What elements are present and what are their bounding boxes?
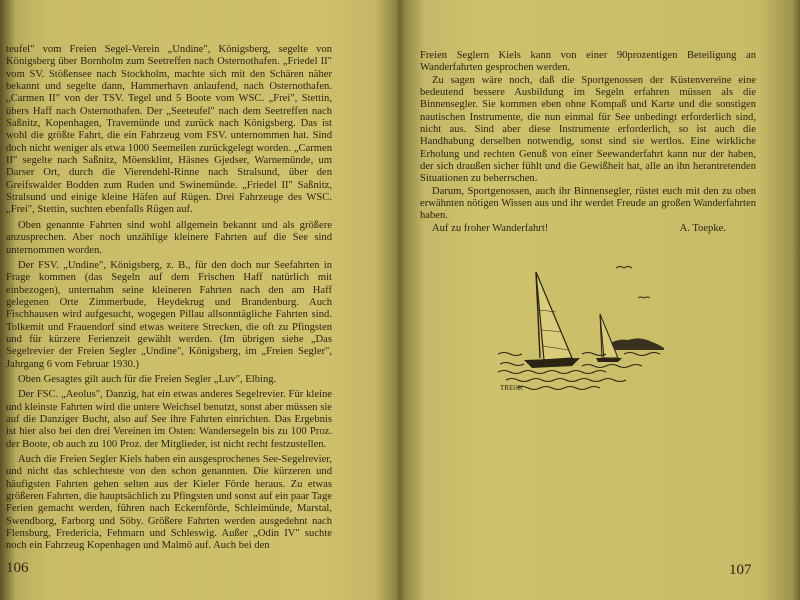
far-shore — [606, 338, 664, 350]
paragraph: Darum, Sportgenossen, auch ihr Binnensegler, rüstet euch mit den zu oben erwähnten nötigen Wissen aus und ihr werdet Freude an großen Wanderfahrten haben. — [420, 185, 756, 222]
paragraph: Auch die Freien Segler Kiels haben ein ausgesprochenes See-Segelrevier, und nicht das schlechteste von den schon genannten. Die kürzeren und häufigsten Fahrten gehen selten aus der Kieler Förde heraus. Zu etwas größeren Fahrten, die hauptsächlich zu Pfingsten und sonst auf ein paar Tage Ferien gemacht werden, führen nach Eckernförde, Schleimünde, Marstal, Swendborg, Farborg und Söby. Größere Fahrten werden ausgedehnt nach Flensburg, Fredericia, Fehmarn und Schleswig. Außer „Odin IV" suchte noch ein Fahrzeug Kopenhagen und Malmö auf. Auch bei den — [6, 454, 332, 552]
paragraph: teufel" vom Freien Segel-Verein „Undine", Königsberg, segelte von Königsberg über Bornholm zum Seetreffen nach Osternothafen. „Friedel II" vom SV. Stößensee nach Stockholm, machte sich mit den Schären näher bekannt und segelte dann, Hammerhavn anlaufend, nach Osternothafen. „Carmen II" von der TSV. Tegel und 5 Boote vom WSC. „Frei", Stettin, übers Haff nach Osternothafen. Der „Seeteufel" nach dem Seetreffen nach Saßnitz, Kopenhagen, Travemünde und zurück nach Königsberg. Das ist wohl die größte Fahrt, die ein Fahrzeug vom FSV. unternommen hat. Sind doch nicht weniger als etwa 1000 Seemeilen zurückgelegt worden. „Carmen II" segelte nach Saßnitz, Möensklint, Häsnes Gjedser, Warnemünde, um Darser Ort, durch die Vierendehl-Rinne nach Stralsund, über den Greifswalder Bodden zum Ruden und Swinemünde. „Friedel II" Saßnitz, Stralsund und einige kleine Häfen auf Rügen. Drei Fahrzeuge des WSC. „Frei", Stettin, suchten ebenfalls Rügen auf. — [6, 44, 332, 216]
page-number: 107 — [729, 562, 752, 578]
right-page-body — [420, 50, 756, 235]
boat-hull — [524, 358, 580, 368]
illustration-signature: TRECK — [500, 384, 523, 392]
bird-icon — [638, 297, 650, 298]
small-sail — [600, 314, 618, 358]
paragraph: Freien Seglern Kiels kann von einer 90prozentigen Beteiligung an Wanderfahrten gesprochen werden. — [420, 50, 756, 74]
paragraph: Der FSC. „Aeolus", Danzig, hat ein etwas anderes Segelrevier. Für kleine und kleinste Fahrten wird die untere Weichsel benutzt, sonst aber müssen sie auf die Danziger Bucht, also auf See ihre Fahrten einrichten. Das Ergebnis ist hier also bei den drei Vereinen im Osten: Wandersegeln bis zu 100 Proz. der Boote, ob auch zu 100 Proz. der Mitglieder, ist nicht recht festzustellen. — [6, 389, 332, 450]
left-page-body — [6, 44, 332, 553]
paragraph: Oben Gesagtes gilt auch für die Freien Segler „Luv", Elbing. — [18, 373, 277, 385]
author-signature: A. Toepke. — [679, 222, 726, 234]
sailboat-illustration — [496, 254, 676, 400]
page-number: 106 — [6, 560, 29, 576]
large-sail — [536, 272, 572, 360]
closing-text: Auf zu froher Wanderfahrt! — [432, 222, 549, 234]
closing-line — [420, 223, 756, 235]
paragraph: Der FSV. „Undine", Königsberg, z. B., für den doch nur Seefahrten in Frage kommen (das Segeln auf dem Frischen Haff natürlich mit einbezogen), unternahm seine kleineren Fahrten nach den am Haff gelegenen Orte Zimmerbude, Heydekrug und Brandenburg. Auch Fischhausen wird aufgesucht, wogegen Pillau allsonntägliche Fahrten sind. Tolkemit und Frauendorf sind etwas weitere Strecken, die oft zu Pfingsten und für kürzere Ferienzeit gewählt werden. (Im übrigen siehe „Das Segelrevier der Freien Segler „Undine", Königsberg, im „Freien Segler", Jahrgang 6 vom Februar 1930.) — [6, 259, 332, 370]
left-page — [0, 0, 388, 600]
bird-icon — [616, 267, 632, 269]
paragraph: Zu sagen wäre noch, daß die Sportgenossen der Küstenvereine eine bedeutend bessere Ausbildung im Segeln erfahren müssen als die Binnensegler. Sie kommen eben ohne Kompaß und Karte und die sonstigen nautischen Instrumente, die nun einmal für See unbedingt erforderlich sind, nicht aus. Sind aber diese Instrumente erforderlich, so ist auch die Handhabung derselben notwendig, sonst sind sie wertlos. Eine wirkliche Erholung und rechten Genuß von einer Seewanderfahrt kann nur der haben, der sich draußen sicher fühlt und die Gewißheit hat, alle an ihn herantretenden Situationen zu beherrschen. — [420, 74, 756, 185]
right-page — [396, 0, 800, 600]
paragraph: Oben genannte Fahrten sind wohl allgemein bekannt und als größere anzusprechen. Aber noch unzählige kleinere Fahrten auf die See sind unternommen worden. — [6, 219, 332, 256]
